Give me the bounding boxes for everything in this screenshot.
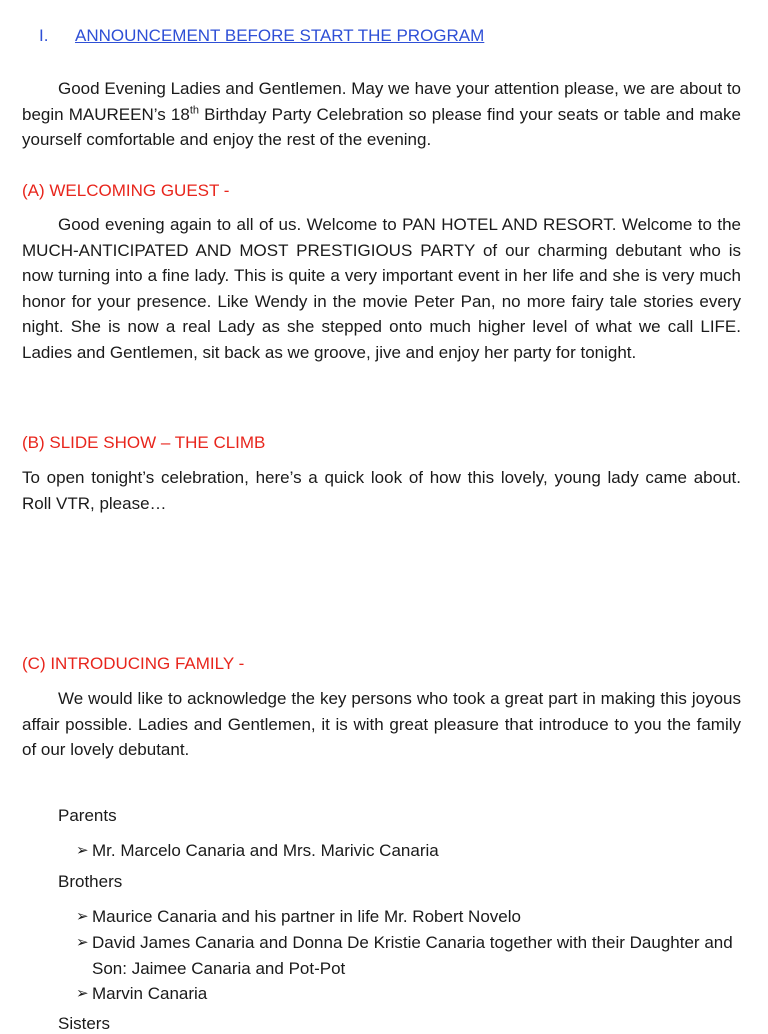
list-item [76,930,741,981]
intro-text-before: Good Evening Ladies and Gentlemen. May we have your attention please, we are about to begin MAUREEN’s 18 [22,79,741,124]
arrow-bullet-icon: ➢ [76,934,89,951]
list-item [76,838,741,864]
list-item-text: David James Canaria and Donna De Kristie Canaria together with their Daughter and Son: Jaimee Canaria and Pot-Pot [92,933,733,978]
section-title-slideshow: (B) SLIDE SHOW – THE CLIMB [22,433,266,452]
section-title-welcoming: (A) WELCOMING GUEST - [22,181,230,200]
intro-superscript: th [189,103,199,116]
list-item-text: Mr. Marcelo Canaria and Mrs. Marivic Canaria [92,841,439,860]
brothers-label: Brothers [58,872,123,891]
heading-number: I. [39,26,49,45]
parents-label: Parents [58,806,117,825]
intro-paragraph [22,76,741,153]
welcoming-paragraph: Good evening again to all of us. Welcome to PAN HOTEL AND RESORT. Welcome to the MUCH-ANTICIPATED AND MOST PRESTIGIOUS PARTY of our charming debutant who is now turning into a fine lady. This is quite a very important event in her life and she is very much honor for your presence. Like Wendy in the movie Peter Pan, no more fairy tale stories every night. She is now a real Lady as she stepped onto much higher level of what we call LIFE. Ladies and Gentlemen, sit back as we groove, jive and enjoy her party for tonight. [22,215,741,362]
slideshow-paragraph: To open tonight’s celebration, here’s a quick look of how this lovely, young lady came about. Roll VTR, please… [22,468,741,513]
list-item [76,981,741,1007]
intro-text-after: Birthday Party Celebration so please find your seats or table and make yourself comfortable and enjoy the rest of the evening. [22,104,741,149]
arrow-bullet-icon: ➢ [76,985,89,1002]
list-item [76,904,741,930]
sisters-label: Sisters [58,1014,110,1033]
section-title-family: (C) INTRODUCING FAMILY - [22,654,245,673]
arrow-bullet-icon: ➢ [76,908,89,925]
list-item-text: Maurice Canaria and his partner in life Mr. Robert Novelo [92,907,521,926]
heading-title: ANNOUNCEMENT BEFORE START THE PROGRAM [75,26,485,45]
family-paragraph: We would like to acknowledge the key persons who took a great part in making this joyous affair possible. Ladies and Gentlemen, it is with great pleasure that introduce to you the family of our lovely debutant. [22,689,741,759]
main-heading [39,26,484,46]
arrow-bullet-icon: ➢ [76,842,89,859]
list-item-text: Marvin Canaria [92,984,208,1003]
